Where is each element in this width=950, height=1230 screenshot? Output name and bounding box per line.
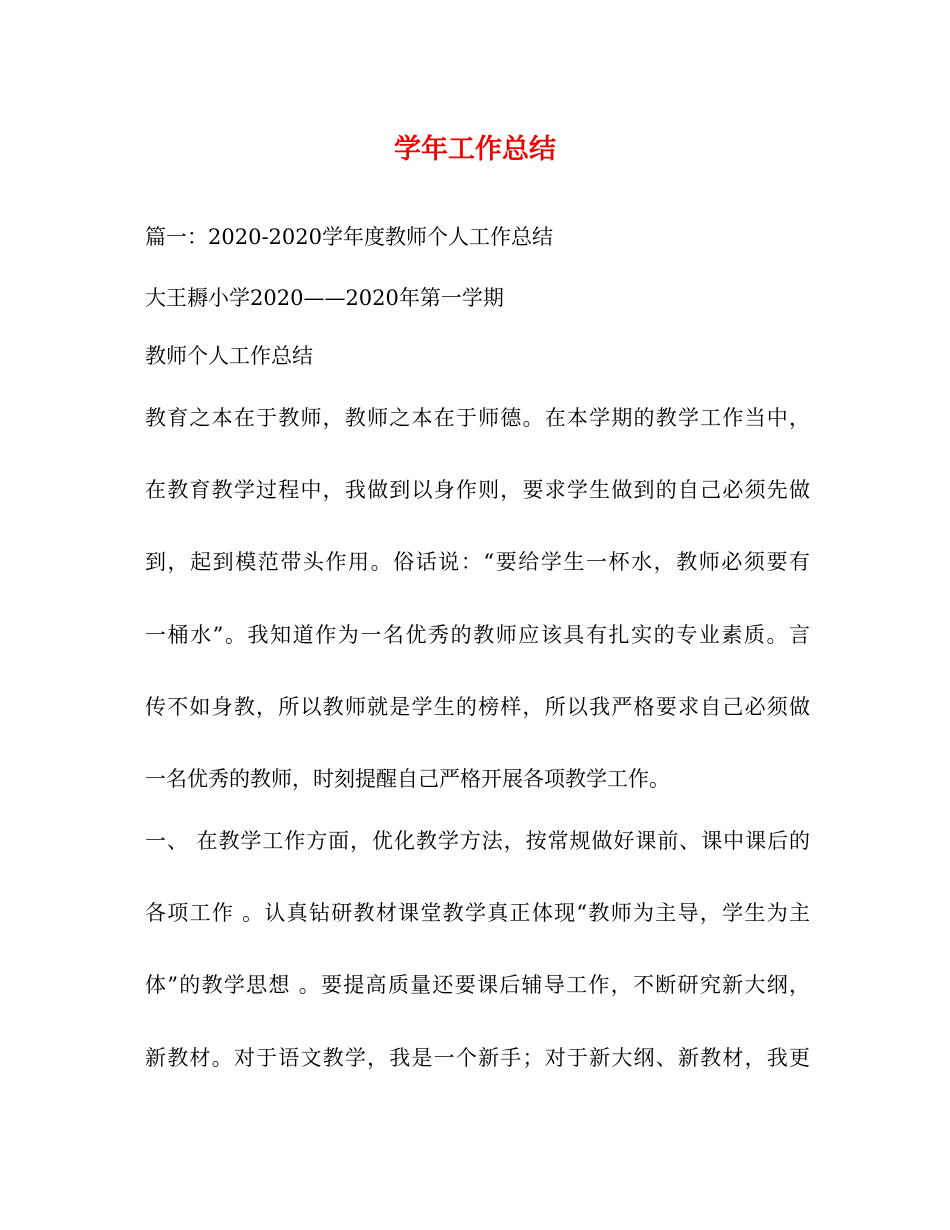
text-line: 一名优秀的教师，时刻提醒自己严格开展各项教学工作。 [145, 767, 670, 791]
text-line: 教师个人工作总结 [145, 344, 313, 368]
text-line: 体”的教学思想 。要提高质量还要课后辅导工作，不断研究新大纲， [145, 973, 810, 997]
text-line: 篇一：2020-2020学年度教师个人工作总结 [145, 225, 553, 249]
text-line: 新教材。对于语文教学，我是一个新手；对于新大纲、新教材，我更 [145, 1046, 810, 1070]
text-line: 在教育教学过程中，我做到以身作则，要求学生做到的自己必须先做 [145, 478, 810, 502]
text-line: 一桶水”。我知道作为一名优秀的教师应该具有扎实的专业素质。言 [145, 623, 810, 647]
text-line: 教育之本在于教师，教师之本在于师德。在本学期的教学工作当中， [145, 406, 810, 430]
text-line: 大王耨小学2020——2020年第一学期 [145, 286, 504, 310]
document-title: 学年工作总结 [394, 134, 556, 165]
text-line: 传不如身教，所以教师就是学生的榜样，所以我严格要求自己必须做 [145, 695, 810, 719]
text-line: 一、 在教学工作方面，优化教学方法，按常规做好课前、课中课后的 [145, 829, 810, 853]
text-line: 各项工作 。认真钻研教材课堂教学真正体现“教师为主导，学生为主 [145, 901, 810, 925]
text-line: 到，起到模范带头作用。俗话说：“要给学生一杯水，教师必须要有 [145, 550, 810, 574]
